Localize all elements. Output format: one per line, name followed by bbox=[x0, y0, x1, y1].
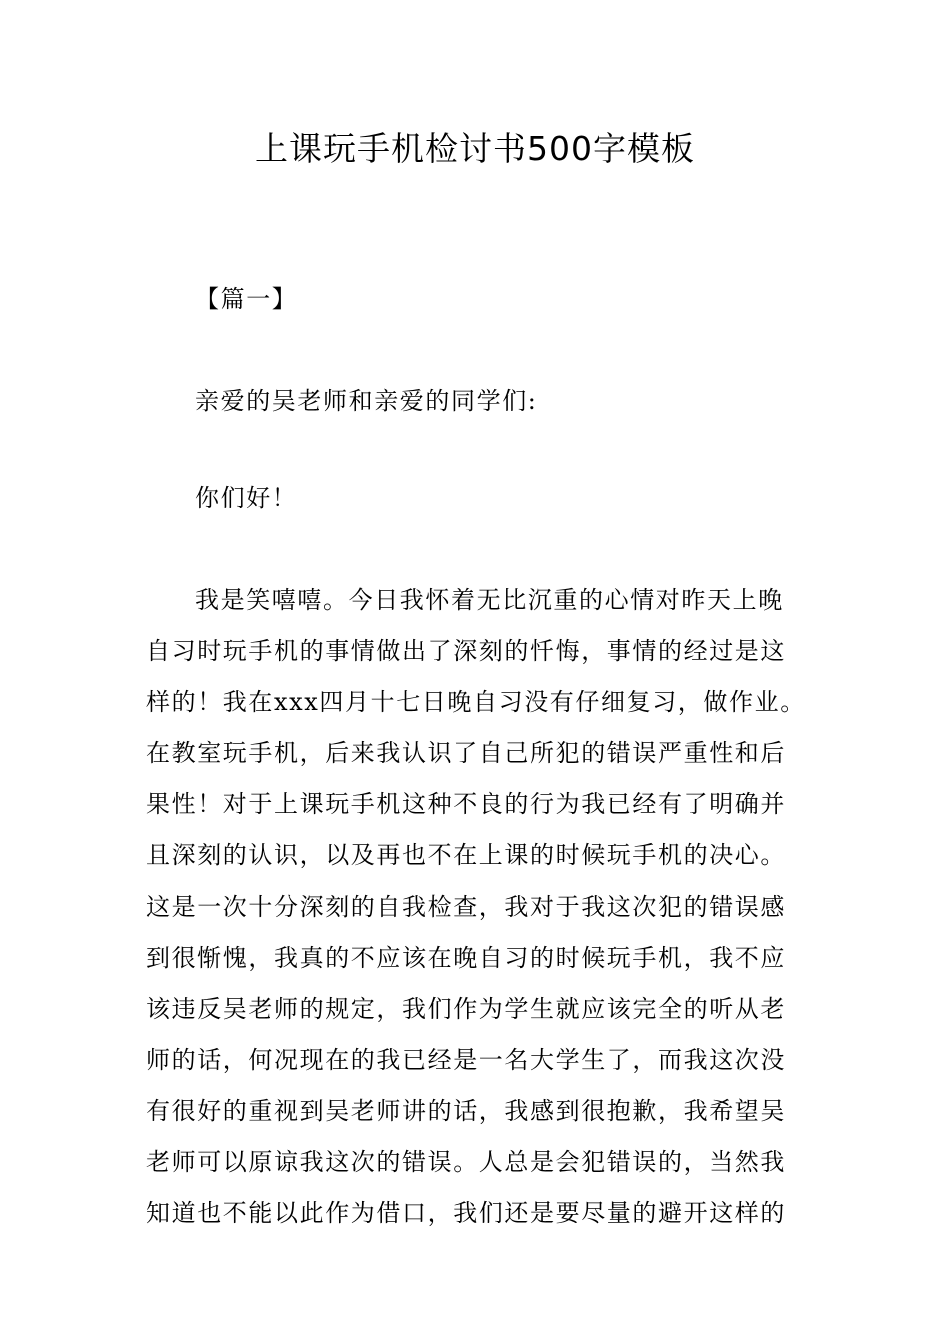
body-line: 有很好的重视到吴老师讲的话，我感到很抱歉，我希望吴 bbox=[146, 1096, 786, 1125]
body-line: 且深刻的认识，以及再也不在上课的时候玩手机的决心。 bbox=[146, 841, 786, 870]
document-title: 上课玩手机检讨书500字模板 bbox=[255, 129, 695, 168]
body-line: 样的！我在xxx四月十七日晚自习没有仔细复习，做作业。 bbox=[146, 688, 806, 717]
body-line: 在教室玩手机，后来我认识了自己所犯的错误严重性和后 bbox=[146, 739, 786, 768]
salutation: 亲爱的吴老师和亲爱的同学们: bbox=[195, 387, 538, 415]
greeting: 你们好！ bbox=[195, 484, 298, 512]
body-line: 我是笑嘻嘻。今日我怀着无比沉重的心情对昨天上晚 bbox=[195, 586, 784, 614]
body-line: 自习时玩手机的事情做出了深刻的忏悔，事情的经过是这 bbox=[146, 637, 786, 666]
section-label: 【篇一】 bbox=[195, 285, 298, 313]
body-line: 老师可以原谅我这次的错误。人总是会犯错误的，当然我 bbox=[146, 1148, 786, 1177]
body-line: 果性！对于上课玩手机这种不良的行为我已经有了明确并 bbox=[146, 790, 786, 819]
body-line: 师的话，何况现在的我已经是一名大学生了，而我这次没 bbox=[146, 1045, 786, 1074]
body-line: 到很惭愧，我真的不应该在晚自习的时候玩手机，我不应 bbox=[146, 943, 786, 972]
body-paragraph bbox=[146, 578, 814, 1242]
body-line: 知道也不能以此作为借口，我们还是要尽量的避开这样的 bbox=[146, 1199, 786, 1228]
body-line: 该违反吴老师的规定，我们作为学生就应该完全的听从老 bbox=[146, 994, 786, 1023]
body-line: 这是一次十分深刻的自我检查，我对于我这次犯的错误感 bbox=[146, 892, 786, 921]
